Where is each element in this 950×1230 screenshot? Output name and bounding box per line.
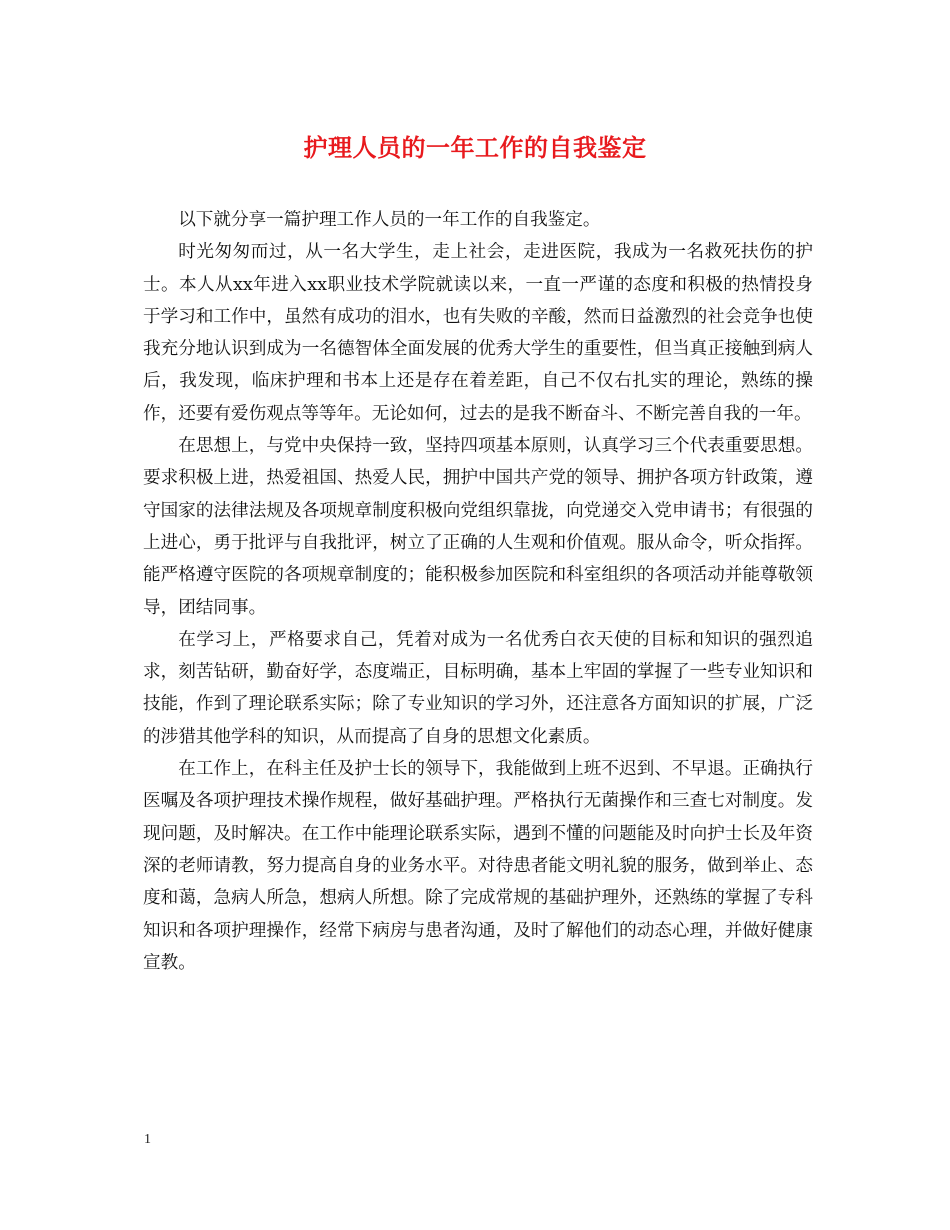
paragraph-work: 在工作上，在科主任及护士长的领导下，我能做到上班不迟到、不早退。正确执行医嘱及各项护理技术操作规程，做好基础护理。严格执行无菌操作和三查七对制度。发现问题，及时解决。在工作中能理论联系实际，遇到不懂的问题能及时向护士长及年资深的老师请教，努力提高自身的业务水平。对待患者能文明礼貌的服务，做到举止、态度和蔼，急病人所急，想病人所想。除了完成常规的基础护理外，还熟练的掌握了专科知识和各项护理操作，经常下病房与患者沟通，及时了解他们的动态心理，并做好健康宣教。	[143, 759, 813, 973]
paragraph-intro: 以下就分享一篇护理工作人员的一年工作的自我鉴定。	[178, 210, 601, 230]
page-title: 护理人员的一年工作的自我鉴定	[303, 133, 647, 162]
paragraph-study: 在学习上，严格要求自己，凭着对成为一名优秀白衣天使的目标和知识的强烈追求，刻苦钻研，勤奋好学，态度端正，目标明确，基本上牢固的掌握了一些专业知识和技能，作到了理论联系实际；除了专业知识的学习外，还注意各方面知识的扩展，广泛的涉猎其他学科的知识，从而提高了自身的思想文化素质。	[143, 629, 813, 747]
page-number: 1	[144, 1132, 151, 1147]
paragraph-background: 时光匆匆而过，从一名大学生，走上社会，走进医院，我成为一名救死扶伤的护士。本人从xx年进入xx职业技术学院就读以来，一直一严谨的态度和积极的热情投身于学习和工作中，虽然有成功的泪水，也有失败的辛酸，然而日益激烈的社会竞争也使我充分地认识到成为一名德智体全面发展的优秀大学生的重要性，但当真正接触到病人后，我发现，临床护理和书本上还是存在着差距，自己不仅右扎实的理论，熟练的操作，还要有爱伤观点等等年。无论如何，过去的是我不断奋斗、不断完善自我的一年。	[143, 242, 813, 424]
paragraph-ideology: 在思想上，与党中央保持一致，坚持四项基本原则，认真学习三个代表重要思想。要求积极上进，热爱祖国、热爱人民，拥护中国共产党的领导、拥护各项方针政策，遵守国家的法律法规及各项规章制度积极向党组织靠拢，向党递交入党申请书；有很强的上进心，勇于批评与自我批评，树立了正确的人生观和价值观。服从命令，听众指挥。能严格遵守医院的各项规章制度的；能积极参加医院和科室组织的各项活动并能尊敬领导，团结同事。	[143, 436, 813, 618]
document-body	[143, 204, 813, 979]
